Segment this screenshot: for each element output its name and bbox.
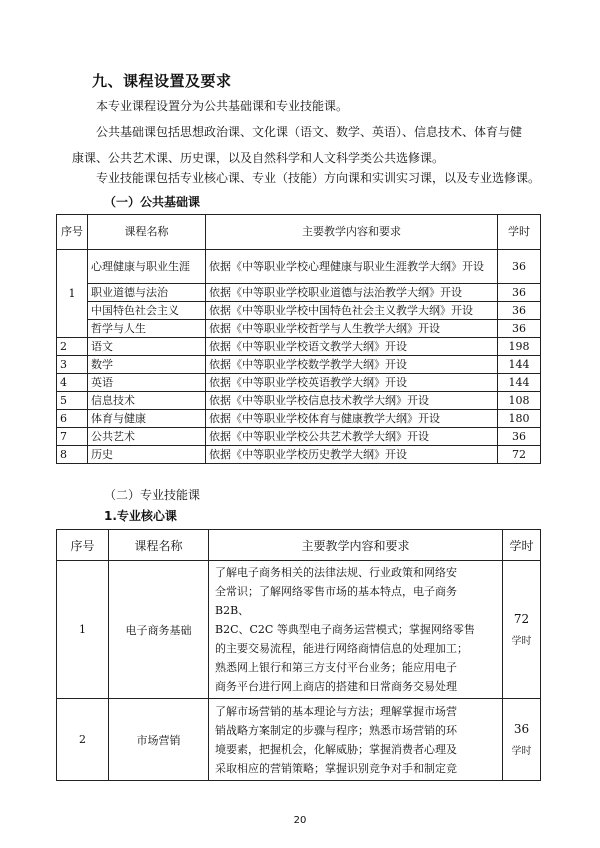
row-content: 依据《中等职业学校体育与健康教学大纲》开设 <box>206 410 498 428</box>
row-content: 依据《中等职业学校信息技术教学大纲》开设 <box>206 392 498 410</box>
subsection-heading: （二）专业技能课 <box>104 488 201 502</box>
row-name: 信息技术 <box>88 392 206 410</box>
row-hours: 144 <box>498 356 541 374</box>
row-name: 数学 <box>88 356 206 374</box>
row-name: 电子商务基础 <box>109 561 209 699</box>
row-name: 心理健康与职业生涯 <box>88 250 206 284</box>
row-name: 公共艺术 <box>88 428 206 446</box>
row-name: 历史 <box>88 446 206 464</box>
row-content: 依据《中等职业学校哲学与人生教学大纲》开设 <box>206 320 498 338</box>
paragraph: 康课、公共艺术课、历史课，以及自然科学和人文科学类公共选修课。 <box>72 151 445 165</box>
row-num: 6 <box>57 410 88 428</box>
row-name: 语文 <box>88 338 206 356</box>
header-num: 序号 <box>57 530 109 561</box>
row-name: 哲学与人生 <box>88 320 206 338</box>
table-header-row <box>57 530 541 561</box>
row-hours: 180 <box>498 410 541 428</box>
header-hours: 学时 <box>498 215 541 250</box>
content-line: 销战略方案制定的步骤与程序；熟悉市场营销的环 <box>215 723 457 737</box>
row-num: 2 <box>57 338 88 356</box>
table-row <box>57 561 541 699</box>
header-name: 课程名称 <box>109 530 209 561</box>
row-num: 7 <box>57 428 88 446</box>
row-hours <box>503 561 541 699</box>
row-num: 5 <box>57 392 88 410</box>
row-num: 4 <box>57 374 88 392</box>
row-hours: 198 <box>498 338 541 356</box>
content-line: B2C、C2C 等典型电子商务运营模式；掌握网络零售 <box>215 623 475 636</box>
hours-value: 72 <box>513 612 530 626</box>
row-content <box>209 699 503 781</box>
header-name: 课程名称 <box>88 215 206 250</box>
content-line: B2B、 <box>215 604 250 617</box>
table-row <box>57 302 541 320</box>
table-row <box>57 284 541 302</box>
paragraph: 公共基础课包括思想政治课、文化课（语文、数学、英语）、信息技术、体育与健 <box>96 125 523 139</box>
content-line: 商务平台进行网上商店的搭建和日常商务交易处理 <box>215 680 457 693</box>
content-line: 的主要交易流程，能进行网络商情信息的处理加工； <box>215 642 468 655</box>
row-hours: 36 <box>498 250 541 284</box>
row-name: 职业道德与法治 <box>88 284 206 302</box>
table-row <box>57 356 541 374</box>
row-content: 依据《中等职业学校历史教学大纲》开设 <box>206 446 498 464</box>
core-courses-table <box>56 529 541 781</box>
row-name: 英语 <box>88 374 206 392</box>
table-row <box>57 392 541 410</box>
hours-value: 36 <box>513 722 530 736</box>
row-hours: 36 <box>498 302 541 320</box>
table-row <box>57 250 541 284</box>
row-content: 依据《中等职业学校公共艺术教学大纲》开设 <box>206 428 498 446</box>
table-row <box>57 428 541 446</box>
header-content: 主要教学内容和要求 <box>206 215 498 250</box>
sub-subsection-heading: 1.专业核心课 <box>104 509 177 523</box>
hours-unit: 学时 <box>511 746 532 757</box>
row-name: 中国特色社会主义 <box>88 302 206 320</box>
row-num: 1 <box>57 561 109 699</box>
row-hours: 144 <box>498 374 541 392</box>
table-row <box>57 699 541 781</box>
row-num: 2 <box>57 699 109 781</box>
content-line: 境要素，把握机会，化解威胁；掌握消费者心理及 <box>215 742 457 756</box>
subsection-heading: （一）公共基础课 <box>104 195 201 209</box>
paragraph: 专业技能课包括专业核心课、专业（技能）方向课和实训实习课，以及专业选修课。 <box>96 171 541 185</box>
row-content: 依据《中等职业学校职业道德与法治教学大纲》开设 <box>206 284 498 302</box>
public-basic-courses-table <box>56 214 541 464</box>
row-content: 依据《中等职业学校语文教学大纲》开设 <box>206 338 498 356</box>
table-row <box>57 320 541 338</box>
row-num: 1 <box>57 250 88 338</box>
row-content: 依据《中等职业学校心理健康与职业生涯教学大纲》开设 <box>206 250 498 284</box>
content-line: 了解电子商务相关的法律法规、行业政策和网络安 <box>215 566 457 579</box>
section-title: 九、课程设置及要求 <box>92 72 232 90</box>
row-num: 8 <box>57 446 88 464</box>
row-num: 3 <box>57 356 88 374</box>
row-content: 依据《中等职业学校中国特色社会主义教学大纲》开设 <box>206 302 498 320</box>
row-content: 依据《中等职业学校英语教学大纲》开设 <box>206 374 498 392</box>
row-name: 市场营销 <box>109 699 209 781</box>
row-hours: 108 <box>498 392 541 410</box>
content-line: 了解市场营销的基本理论与方法；理解掌握市场营 <box>215 704 457 718</box>
table-row <box>57 338 541 356</box>
page-number: 20 <box>293 815 307 826</box>
row-name: 体育与健康 <box>88 410 206 428</box>
row-hours: 36 <box>498 428 541 446</box>
header-content: 主要教学内容和要求 <box>209 530 503 561</box>
row-hours: 36 <box>498 284 541 302</box>
header-num: 序号 <box>57 215 88 250</box>
content-line: 采取相应的营销策略；掌握识别竞争对手和制定竞 <box>215 761 457 775</box>
table-row <box>57 446 541 464</box>
header-hours: 学时 <box>503 530 541 561</box>
row-hours <box>503 699 541 781</box>
content-line: 熟悉网上银行和第三方支付平台业务；能应用电子 <box>215 661 457 674</box>
hours-unit: 学时 <box>511 636 532 647</box>
row-content: 依据《中等职业学校数学教学大纲》开设 <box>206 356 498 374</box>
content-line: 全常识；了解网络零售市场的基本特点，电子商务 <box>215 585 457 598</box>
table-row <box>57 374 541 392</box>
table-header-row <box>57 215 541 250</box>
row-content <box>209 561 503 699</box>
table-row <box>57 410 541 428</box>
row-hours: 72 <box>498 446 541 464</box>
paragraph: 本专业课程设置分为公共基础课和专业技能课。 <box>96 99 349 113</box>
row-hours: 36 <box>498 320 541 338</box>
